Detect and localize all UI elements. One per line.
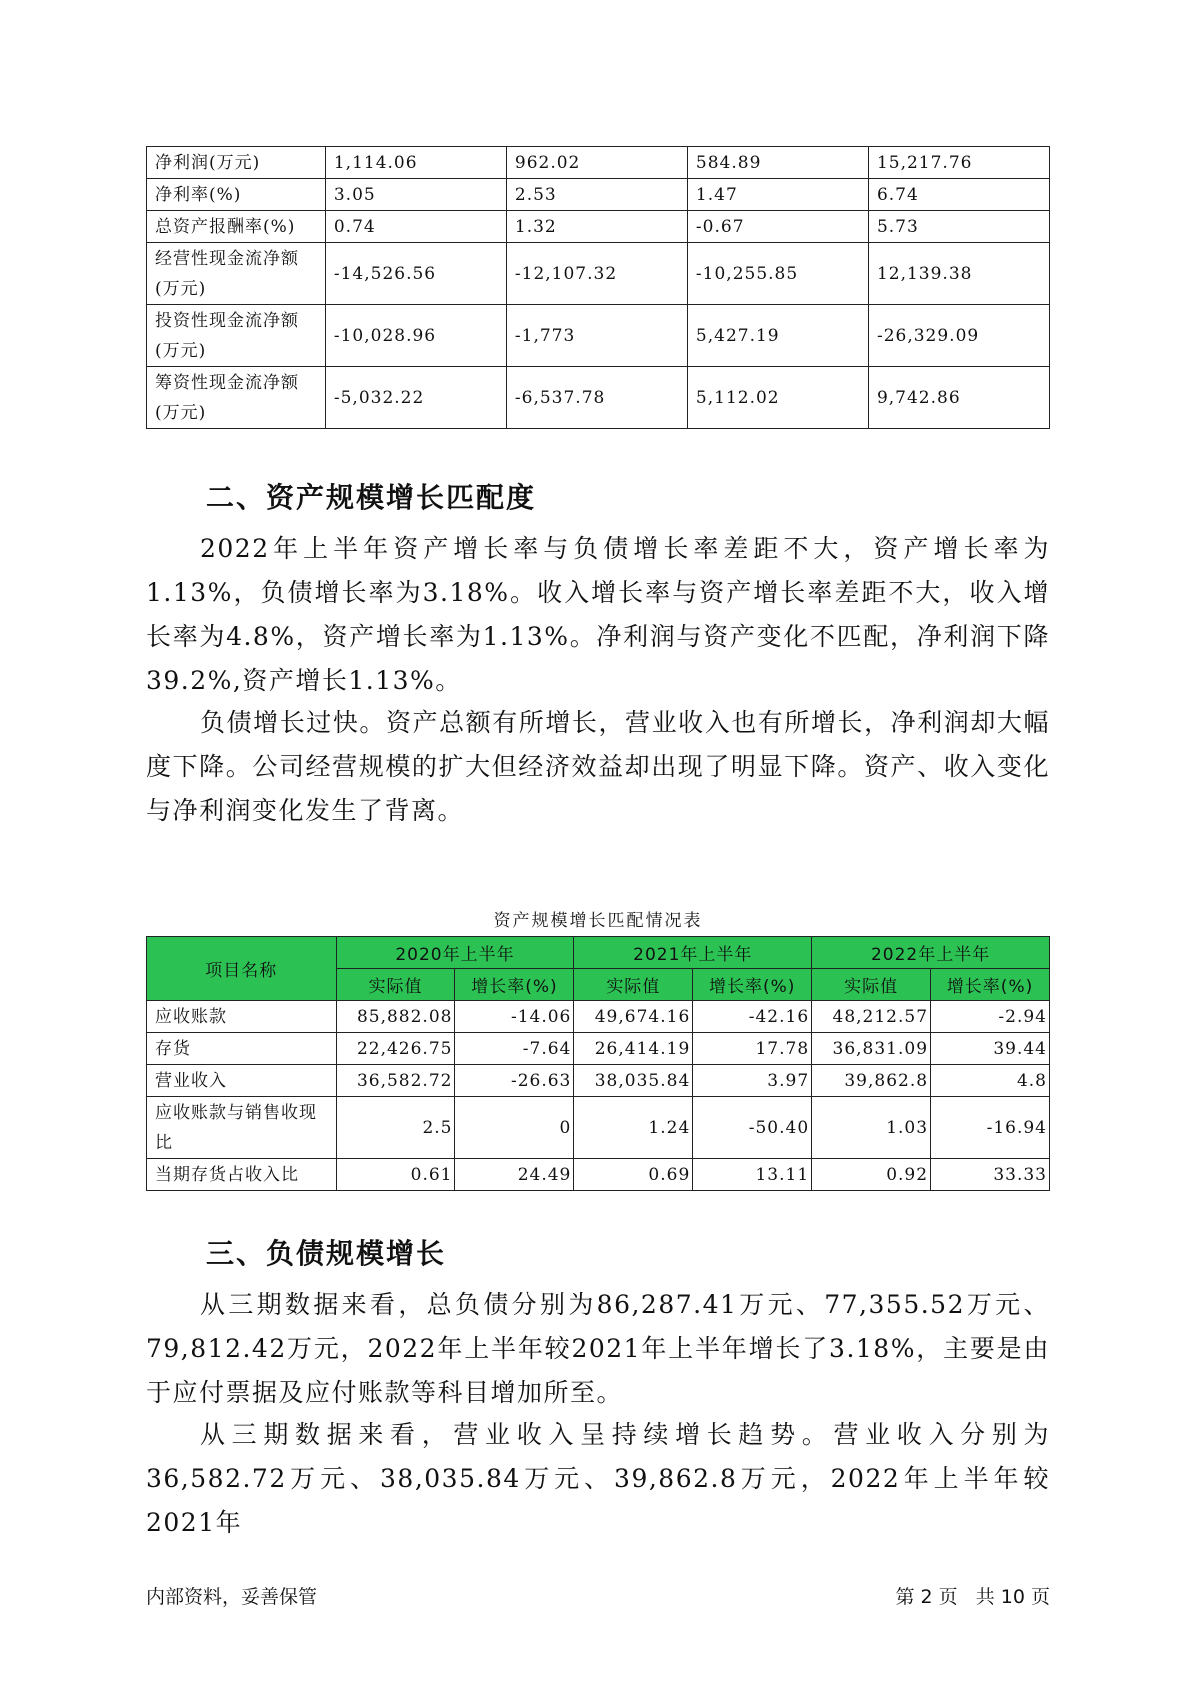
table-cell: 584.89 bbox=[687, 147, 868, 179]
row-label: 总资产报酬率(%) bbox=[147, 211, 326, 243]
column-header-actual: 实际值 bbox=[336, 969, 455, 1001]
table-cell: 962.02 bbox=[506, 147, 687, 179]
table-cell: -14,526.56 bbox=[325, 243, 506, 305]
column-header-period: 2020年上半年 bbox=[336, 937, 574, 969]
table-cell: -16.94 bbox=[931, 1097, 1050, 1159]
paragraph: 2022年上半年资产增长率与负债增长率差距不大，资产增长率为1.13%，负债增长率为3.18%。收入增长率与资产增长率差距不大，收入增长率为4.8%，资产增长率为1.13%。净利润与资产变化不匹配，净利润下降39.2%,资产增长1.13%。 bbox=[146, 534, 1050, 695]
table-cell: -7.64 bbox=[455, 1033, 574, 1065]
table-cell: 39,862.8 bbox=[812, 1065, 931, 1097]
table-cell: 0.74 bbox=[325, 211, 506, 243]
column-header-item: 项目名称 bbox=[147, 937, 337, 1001]
table-cell: -0.67 bbox=[687, 211, 868, 243]
table-cell: 0.92 bbox=[812, 1159, 931, 1191]
column-header-actual: 实际值 bbox=[574, 969, 693, 1001]
table-cell: 17.78 bbox=[693, 1033, 812, 1065]
paragraph: 从三期数据来看，总负债分别为86,287.41万元、77,355.52万元、79,812.42万元，2022年上半年较2021年上半年增长了3.18%，主要是由于应付票据及应付账款等科目增加所至。 bbox=[146, 1290, 1050, 1407]
table-cell: 0.69 bbox=[574, 1159, 693, 1191]
table-cell: 36,582.72 bbox=[336, 1065, 455, 1097]
table-cell: -42.16 bbox=[693, 1001, 812, 1033]
table-row bbox=[147, 243, 1050, 305]
table-cell: 48,212.57 bbox=[812, 1001, 931, 1033]
table-cell: 4.8 bbox=[931, 1065, 1050, 1097]
table-row bbox=[147, 1097, 1050, 1159]
table-cell: 5.73 bbox=[868, 211, 1049, 243]
column-header-period: 2021年上半年 bbox=[574, 937, 812, 969]
table-cell: 24.49 bbox=[455, 1159, 574, 1191]
table-row bbox=[147, 147, 1050, 179]
table-row bbox=[147, 1159, 1050, 1191]
footer-page-number: 第 2 页 共 10 页 bbox=[895, 1586, 1050, 1608]
table-cell: 1.03 bbox=[812, 1097, 931, 1159]
column-header-growth: 增长率(%) bbox=[455, 969, 574, 1001]
column-header-actual: 实际值 bbox=[812, 969, 931, 1001]
table-cell: 39.44 bbox=[931, 1033, 1050, 1065]
paragraph: 负债增长过快。资产总额有所增长，营业收入也有所增长，净利润却大幅度下降。公司经营规模的扩大但经济效益却出现了明显下降。资产、收入变化与净利润变化发生了背离。 bbox=[146, 708, 1050, 825]
table-cell: 5,427.19 bbox=[687, 305, 868, 367]
table-cell: -1,773 bbox=[506, 305, 687, 367]
table-header-row bbox=[147, 937, 1050, 969]
table-cell: 9,742.86 bbox=[868, 367, 1049, 429]
table-cell: -2.94 bbox=[931, 1001, 1050, 1033]
table-cell: 3.97 bbox=[693, 1065, 812, 1097]
table-cell: 49,674.16 bbox=[574, 1001, 693, 1033]
table-cell: 22,426.75 bbox=[336, 1033, 455, 1065]
table-cell: 5,112.02 bbox=[687, 367, 868, 429]
column-header-growth: 增长率(%) bbox=[693, 969, 812, 1001]
table-cell: 1.24 bbox=[574, 1097, 693, 1159]
table-cell: 26,414.19 bbox=[574, 1033, 693, 1065]
table-cell: 13.11 bbox=[693, 1159, 812, 1191]
footer-confidential-note: 内部资料，妥善保管 bbox=[146, 1586, 318, 1608]
row-label: 净利润(万元) bbox=[147, 147, 326, 179]
table-cell: 1,114.06 bbox=[325, 147, 506, 179]
row-label: 应收账款与销售收现比 bbox=[147, 1097, 337, 1159]
row-label: 筹资性现金流净额(万元) bbox=[147, 367, 326, 429]
row-label: 当期存货占收入比 bbox=[147, 1159, 337, 1191]
table-cell: 38,035.84 bbox=[574, 1065, 693, 1097]
table-caption: 资产规模增长匹配情况表 bbox=[493, 911, 703, 931]
section-heading: 三、负债规模增长 bbox=[206, 1237, 447, 1270]
table-cell: 33.33 bbox=[931, 1159, 1050, 1191]
row-label: 存货 bbox=[147, 1033, 337, 1065]
table-cell: 1.32 bbox=[506, 211, 687, 243]
table-cell: -12,107.32 bbox=[506, 243, 687, 305]
column-header-period: 2022年上半年 bbox=[812, 937, 1050, 969]
table-cell: 1.47 bbox=[687, 179, 868, 211]
table-row bbox=[147, 179, 1050, 211]
table-cell: -50.40 bbox=[693, 1097, 812, 1159]
row-label: 应收账款 bbox=[147, 1001, 337, 1033]
table-cell: -10,255.85 bbox=[687, 243, 868, 305]
financial-indicators-table bbox=[146, 146, 1050, 429]
table-cell: 2.53 bbox=[506, 179, 687, 211]
table-cell: -26.63 bbox=[455, 1065, 574, 1097]
row-label: 投资性现金流净额(万元) bbox=[147, 305, 326, 367]
table-cell: 36,831.09 bbox=[812, 1033, 931, 1065]
table-cell: -26,329.09 bbox=[868, 305, 1049, 367]
table-cell: -14.06 bbox=[455, 1001, 574, 1033]
paragraph: 从三期数据来看，营业收入呈持续增长趋势。营业收入分别为36,582.72万元、38,035.84万元、39,862.8万元，2022年上半年较2021年 bbox=[146, 1420, 1050, 1537]
row-label: 营业收入 bbox=[147, 1065, 337, 1097]
table-cell: 12,139.38 bbox=[868, 243, 1049, 305]
table-row bbox=[147, 1065, 1050, 1097]
table-row bbox=[147, 211, 1050, 243]
section-heading: 二、资产规模增长匹配度 bbox=[206, 481, 537, 514]
row-label: 净利率(%) bbox=[147, 179, 326, 211]
table-row bbox=[147, 305, 1050, 367]
table-cell: -10,028.96 bbox=[325, 305, 506, 367]
table-cell: 3.05 bbox=[325, 179, 506, 211]
asset-growth-table bbox=[146, 936, 1050, 1191]
table-cell: 6.74 bbox=[868, 179, 1049, 211]
column-header-growth: 增长率(%) bbox=[931, 969, 1050, 1001]
table-cell: 0 bbox=[455, 1097, 574, 1159]
table-row bbox=[147, 1001, 1050, 1033]
table-cell: 0.61 bbox=[336, 1159, 455, 1191]
row-label: 经营性现金流净额(万元) bbox=[147, 243, 326, 305]
table-cell: 85,882.08 bbox=[336, 1001, 455, 1033]
table-cell: 15,217.76 bbox=[868, 147, 1049, 179]
table-row bbox=[147, 367, 1050, 429]
table-cell: 2.5 bbox=[336, 1097, 455, 1159]
table-cell: -6,537.78 bbox=[506, 367, 687, 429]
table-row bbox=[147, 1033, 1050, 1065]
table-cell: -5,032.22 bbox=[325, 367, 506, 429]
